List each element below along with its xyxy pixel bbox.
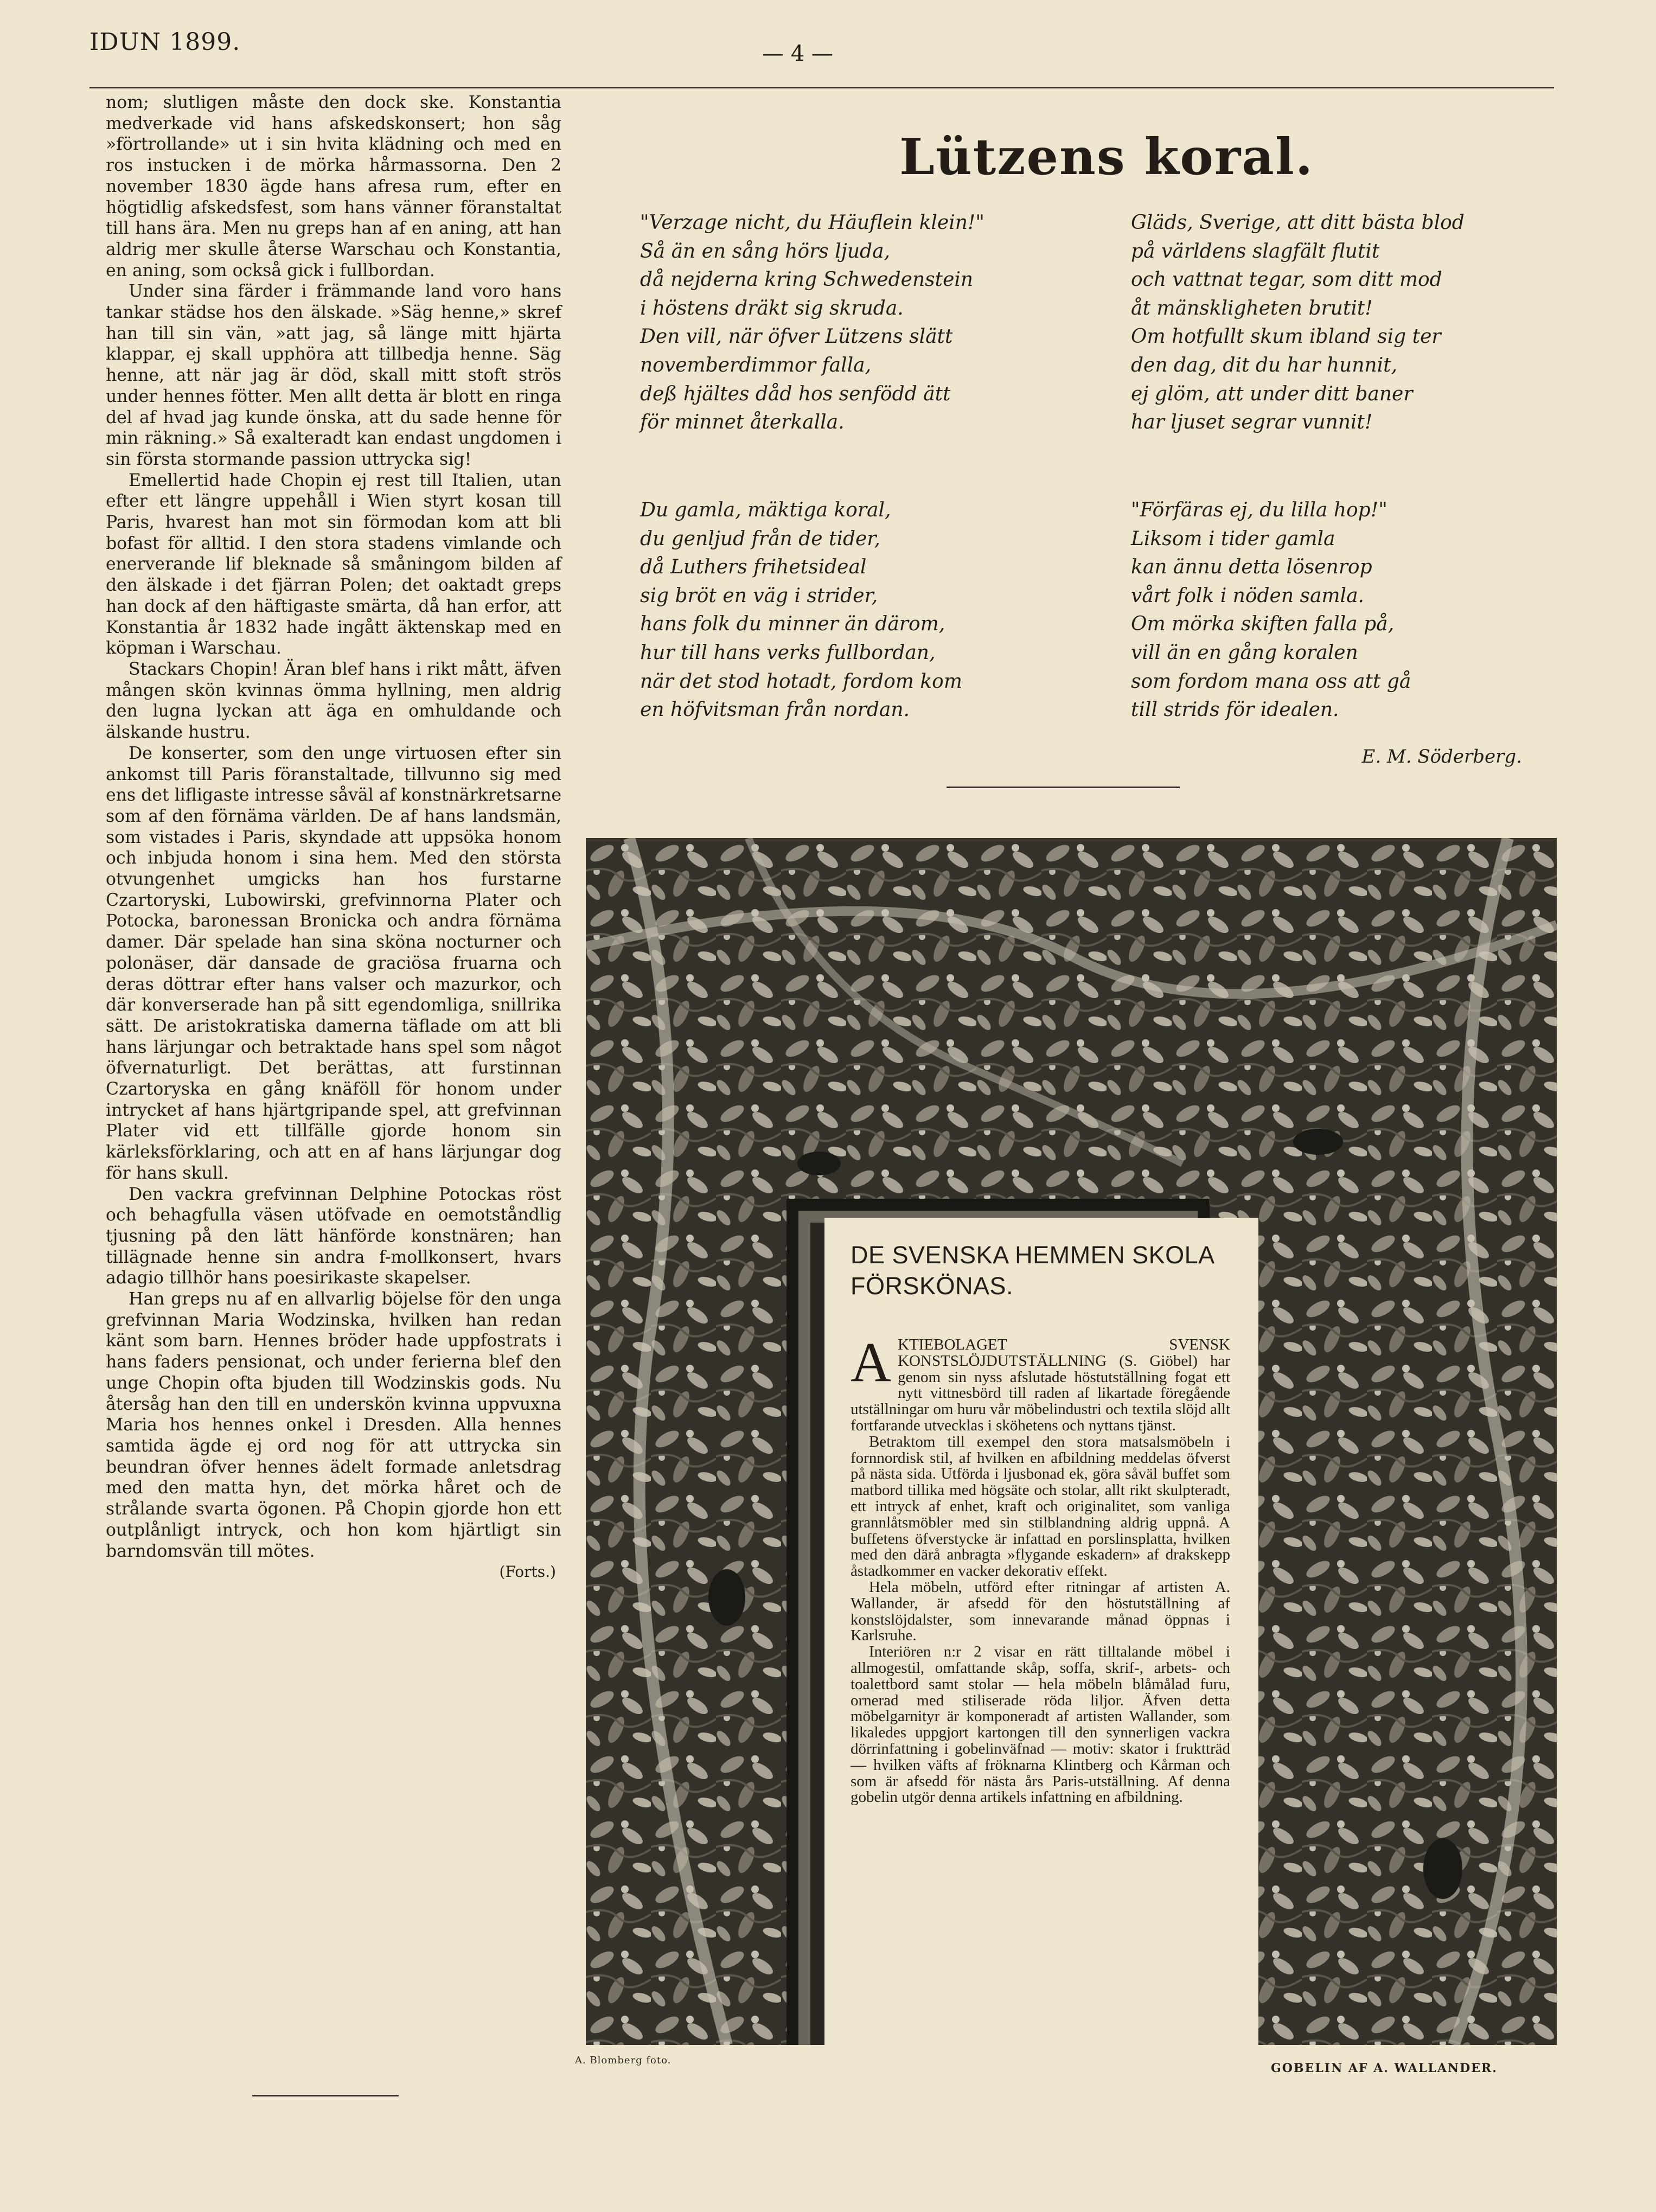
article-paragraph: Den vackra grefvinnan Delphine Potockas röst och behagfulla väsen utöfvade en oemotståndlig tjusning på den lätt hänförde konstnären; han tillägnade henne sin andra f-mollkonsert, hvars adagio tillhör hans poesirikaste skapelser. — [106, 1184, 561, 1288]
inset-body — [851, 1331, 1230, 1806]
article-end-rule — [252, 2095, 399, 2096]
poem-stanza-2: Du gamla, mäktiga koral, du genljud från de tider, då Luthers frihetsideal sig bröt en väg i strider, hans folk du minner än därom, hur till hans verks fullbordan, när det stod hotadt, fordom kom en höfvitsman från nordan. — [640, 499, 962, 721]
article-paragraph: Han greps nu af en allvarlig böjelse för den unga grefvinnan Maria Wodzinska, hvilken han redan känt som barn. Hennes bröder hade uppfostrats i hans faders pensionat, och under ferierna blef den unge Chopin ofta bjuden till Wodzinskis gods. Nu återsåg han den till en underskön kvinna uppvuxna Maria hos hennes onkel i Dresden. Alla hennes samtida ägde ej ord nog för att uttrycka sin beundran öfver hennes ädelt formade anletsdrag med den matta hyn, det mörka håret och de strålande svarta ögonen. På Chopin gjorde hon ett outplånligt intryck, och hon kom hjärtligt sin barndomsvän till mötes. — [106, 1289, 561, 1561]
chopin-article-column — [106, 92, 561, 1583]
inset-paragraph: Hela möbeln, utförd efter ritningar af artisten A. Wallander, är afsedd för den höstutställning af konstslöjdalster, som innevarande månad öppnas i Karlsruhe. — [851, 1578, 1230, 1645]
poem-end-rule — [947, 787, 1180, 788]
inset-paragraph: Betraktom till exempel den stora matsalsmöbeln i fornnordisk stil, af hvilken en afbildning meddelas öfverst på nästa sida. Utförda i ljusbonad ek, göra såväl buffet som matbord tillika med högsäte och stolar, allt rikt skulpteradt, ett intryck af enhet, kraft och originalitet, som vanliga grannlåtsmöbler med sin stilblandning aldrig uppnå. A buffetens öfverstycke är infattad en porslinsplatta, hvilken med den därå anbragta »flygande eskadern» af drakskepp åstadkommer en vacker dekorativ effekt. — [851, 1433, 1230, 1580]
header-rule — [89, 87, 1554, 88]
article-inset — [824, 1218, 1258, 2107]
article-paragraph: Under sina färder i främmande land voro hans tankar städse hos den älskade. »Säg henne,» skref han till sin vän, »att jag, så länge mitt hjärta klappar, ej skall upphöra att tillbedja henne. Säg henne, att när jag är död, skall mitt stoft strös under hennes fötter. Men allt detta är blott en ringa del af hvad jag kunde önska, att du sade henne för min räkning.» Så exalteradt kan endast ungdomen i sin första stormande passion uttrycka sig! — [106, 282, 561, 469]
photo-credit: A. Blomberg foto. — [575, 2055, 672, 2066]
continued-note: (Forts.) — [499, 1563, 556, 1581]
page-number: — 4 — — [762, 41, 833, 66]
article-paragraph: Emellertid hade Chopin ej rest till Italien, utan efter ett längre uppehåll i Wien styrt kosan till Paris, hvarest han mot sin förmodan kom att bli bofast för alltid. I den stora stadens vimlande och enerverande lif bleknade så småningom bilden af den älskade i det fjärran Polen; det oaktadt greps han dock af den häftigaste smärta, då han erfor, att Konstantia år 1832 hade ingått äktenskap med en köpman i Warschau. — [106, 470, 561, 659]
gobelin-caption: GOBELIN AF A. WALLANDER. — [1271, 2061, 1498, 2075]
article-paragraph: Stackars Chopin! Äran blef hans i rikt mått, äfven mången skön kvinnas ömma hyllning, men aldrig den lugna lyckan att äga en omhuldande och älskande hustru. — [106, 659, 561, 743]
inset-paragraph: KTIEBOLAGET SVENSK KONSTSLÖJDUTSTÄLLNING (S. Giöbel) har genom sin nyss afslutade höstutställning fogat ett nytt vittnesbörd till raden af likartade föregående utställningar om huru vår möbelindustri och textila slöjd allt fortfarande utvecklas i sköhetens och nyttans tjänst. — [851, 1336, 1230, 1434]
poem-stanza-1: "Verzage nicht, du Häuflein klein!" Så än en sång hörs ljuda, då nejderna kring Schwedenstein i höstens dräkt sig skruda. Den vill, när öfver Lützens slätt novemberdimmor falla, deß hjältes dåd hos senfödd ätt för minnet återkalla. — [640, 212, 984, 434]
article-paragraph: nom; slutligen måste den dock ske. Konstantia medverkade vid hans afskedskonsert; hon såg »förtrollande» ut i sin hvita klädning och med en ros instucken i de mörka hårmassorna. Den 2 november 1830 ägde hans afresa rum, efter en högtidlig afskedsfest, som hans vänner föranstaltat till hans ära. Men nu greps han af en aning, att han aldrig mer skulle återse Warschau och Konstantia, en aning, som också gick i fullbordan. — [106, 93, 561, 280]
inset-paragraph: Interiören n:r 2 visar en rätt tilltalande möbel i allmogestil, omfattande skåp, soffa, skrif-, arbets- och toalettbord samt stolar — hela möbeln blåmålad furu, ornerad med stiliserade röda liljor. Äfven detta möbelgarnityr är komponeradt af artisten Wallander, som likaledes uppgjort kartongen till den synnerligen vackra dörrinfattning i gobelinväfnad — motiv: skator i fruktträd — hvilken väfts af fröknarna Klintberg och Kårman och som är afsedd för nästa års Paris-utställning. Af denna gobelin utgör denna artikels infattning en afbildning. — [851, 1643, 1230, 1806]
poem-stanza-3: Gläds, Sverige, att ditt bästa blod på världens slagfält flutit och vattnat tegar, som ditt mod åt mänskligheten brutit! Om hotfullt skum ibland sig ter den dag, dit du har hunnit, ej glöm, att under ditt baner har ljuset segrar vunnit! — [1131, 212, 1465, 434]
inset-headline: DE SVENSKA HEMMEN SKOLA FÖRSKÖNAS. — [851, 1241, 1214, 1300]
journal-header: IDUN 1899. — [89, 28, 241, 56]
poem-title: Lützens koral. — [899, 127, 1314, 186]
article-paragraph: De konserter, som den unge virtuosen efter sin ankomst till Paris föranstaltade, tillvunno sig med ens det lifligaste intresse såväl af konstnärkretsarne som af den förnäma världen. De af hans landsmän, som vistades i Paris, skyndade att uppsöka honom och inbjuda honom i sina hem. Med den största otvungenhet umgicks han hos furstarne Czartoryski, Lubowirski, grefvinnorna Plater och Potocka, baronessan Bronicka och andra förnäma damer. Där spelade han sina sköna nocturner och polonäser, där dansade de graciösa fruarna och deras döttrar efter hans valser och mazurkor, och där konverserade han på sitt egendomliga, snillrika sätt. De aristokratiska damerna täflade om att bli hans lärjungar och betraktade hans spel som något öfvernaturligt. Det berättas, att furstinnan Czartoryska en gång knäföll för honom under intrycket af hans hjärtgripande spel, att grefvinnan Plater vid ett tillfälle gjorde honom sin kärleksförklaring, och att en af hans lärjungar dog för hans skull. — [106, 743, 561, 1183]
dropcap-letter: A — [851, 1331, 892, 1393]
poem-stanza-4: "Förfäras ej, du lilla hop!" Liksom i tider gamla kan ännu detta lösenrop vårt folk i nöden samla. Om mörka skiften falla på, vill än en gång koralen som fordom mana oss att gå till strids för idealen. — [1131, 499, 1411, 721]
poem-author: E. M. Söderberg. — [1361, 746, 1522, 768]
